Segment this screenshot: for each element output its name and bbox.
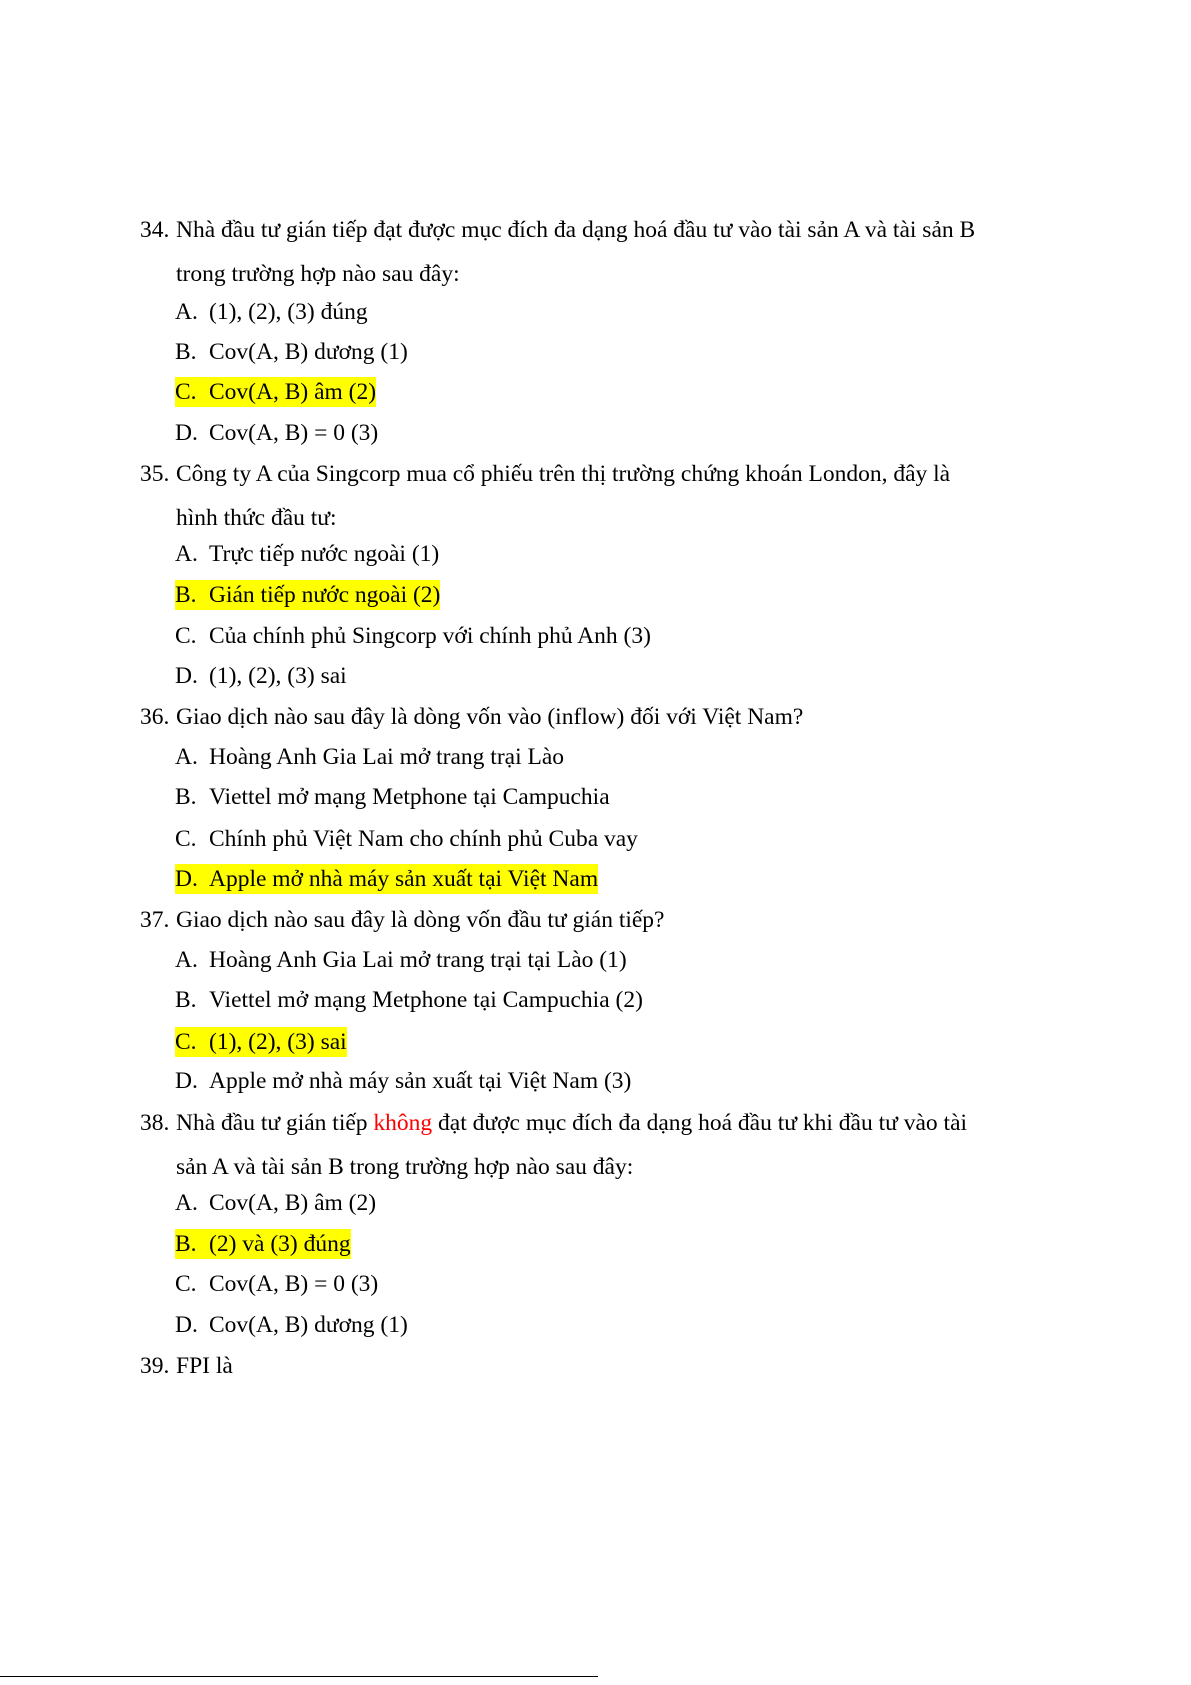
option-35-d: D. (1), (2), (3) sai xyxy=(175,663,347,689)
question-number: 37. xyxy=(140,907,170,933)
question-stem-emphasis: không xyxy=(373,1110,433,1136)
question-number: 35. xyxy=(140,461,170,487)
option-38-c: C. Cov(A, B) = 0 (3) xyxy=(175,1271,379,1297)
option-35-c: C. Của chính phủ Singcorp với chính phủ Anh (3) xyxy=(175,623,651,649)
question-stem: Giao dịch nào sau đây là dòng vốn vào (inflow) đối với Việt Nam? xyxy=(176,704,804,730)
question-stem-pre: Nhà đầu tư gián tiếp xyxy=(176,1110,374,1136)
question-stem: Giao dịch nào sau đây là dòng vốn đầu tư gián tiếp? xyxy=(176,907,665,933)
option-34-c-correct: C. Cov(A, B) âm (2) xyxy=(175,379,377,405)
option-35-b-correct: B. Gián tiếp nước ngoài (2) xyxy=(175,582,441,608)
option-38-b-correct: B. (2) và (3) đúng xyxy=(175,1231,351,1257)
option-38-d: D. Cov(A, B) dương (1) xyxy=(175,1312,408,1338)
question-34 xyxy=(140,208,1070,296)
option-35-a: A. Trực tiếp nước ngoài (1) xyxy=(175,541,440,567)
option-37-a: A. Hoàng Anh Gia Lai mở trang trại tại Lào (1) xyxy=(175,947,627,973)
question-number: 34. xyxy=(140,217,170,243)
option-34-a: A. (1), (2), (3) đúng xyxy=(175,299,368,325)
question-stem-continued: hình thức đầu tư: xyxy=(176,505,337,531)
option-37-c-correct: C. (1), (2), (3) sai xyxy=(175,1029,347,1055)
option-36-c: C. Chính phủ Việt Nam cho chính phủ Cuba vay xyxy=(175,826,638,852)
option-34-d: D. Cov(A, B) = 0 (3) xyxy=(175,420,379,446)
question-36 xyxy=(140,695,1070,739)
option-38-a: A. Cov(A, B) âm (2) xyxy=(175,1190,377,1216)
question-stem: Công ty A của Singcorp mua cổ phiếu trên thị trường chứng khoán London, đây là xyxy=(176,461,951,487)
option-37-b: B. Viettel mở mạng Metphone tại Campuchia (2) xyxy=(175,987,643,1013)
question-35 xyxy=(140,452,1070,540)
question-stem: Nhà đầu tư gián tiếp đạt được mục đích đa dạng hoá đầu tư vào tài sản A và tài sản B xyxy=(176,217,976,243)
option-36-d-correct: D. Apple mở nhà máy sản xuất tại Việt Nam xyxy=(175,866,599,892)
question-stem-post: đạt được mục đích đa dạng hoá đầu tư khi đầu tư vào tài xyxy=(432,1110,968,1136)
question-number: 38. xyxy=(140,1110,170,1136)
question-39 xyxy=(140,1344,1070,1388)
question-number: 36. xyxy=(140,704,170,730)
option-36-a: A. Hoàng Anh Gia Lai mở trang trại Lào xyxy=(175,744,565,770)
question-number: 39. xyxy=(140,1353,170,1379)
question-stem-continued: trong trường hợp nào sau đây: xyxy=(176,261,460,287)
footnote-separator xyxy=(0,1676,598,1677)
option-34-b: B. Cov(A, B) dương (1) xyxy=(175,339,408,365)
question-37 xyxy=(140,898,1070,942)
option-36-b: B. Viettel mở mạng Metphone tại Campuchia xyxy=(175,784,610,810)
question-stem-continued: sản A và tài sản B trong trường hợp nào sau đây: xyxy=(176,1154,634,1180)
option-37-d: D. Apple mở nhà máy sản xuất tại Việt Nam (3) xyxy=(175,1068,632,1094)
question-38 xyxy=(140,1101,1070,1189)
question-stem: FPI là xyxy=(176,1353,233,1379)
